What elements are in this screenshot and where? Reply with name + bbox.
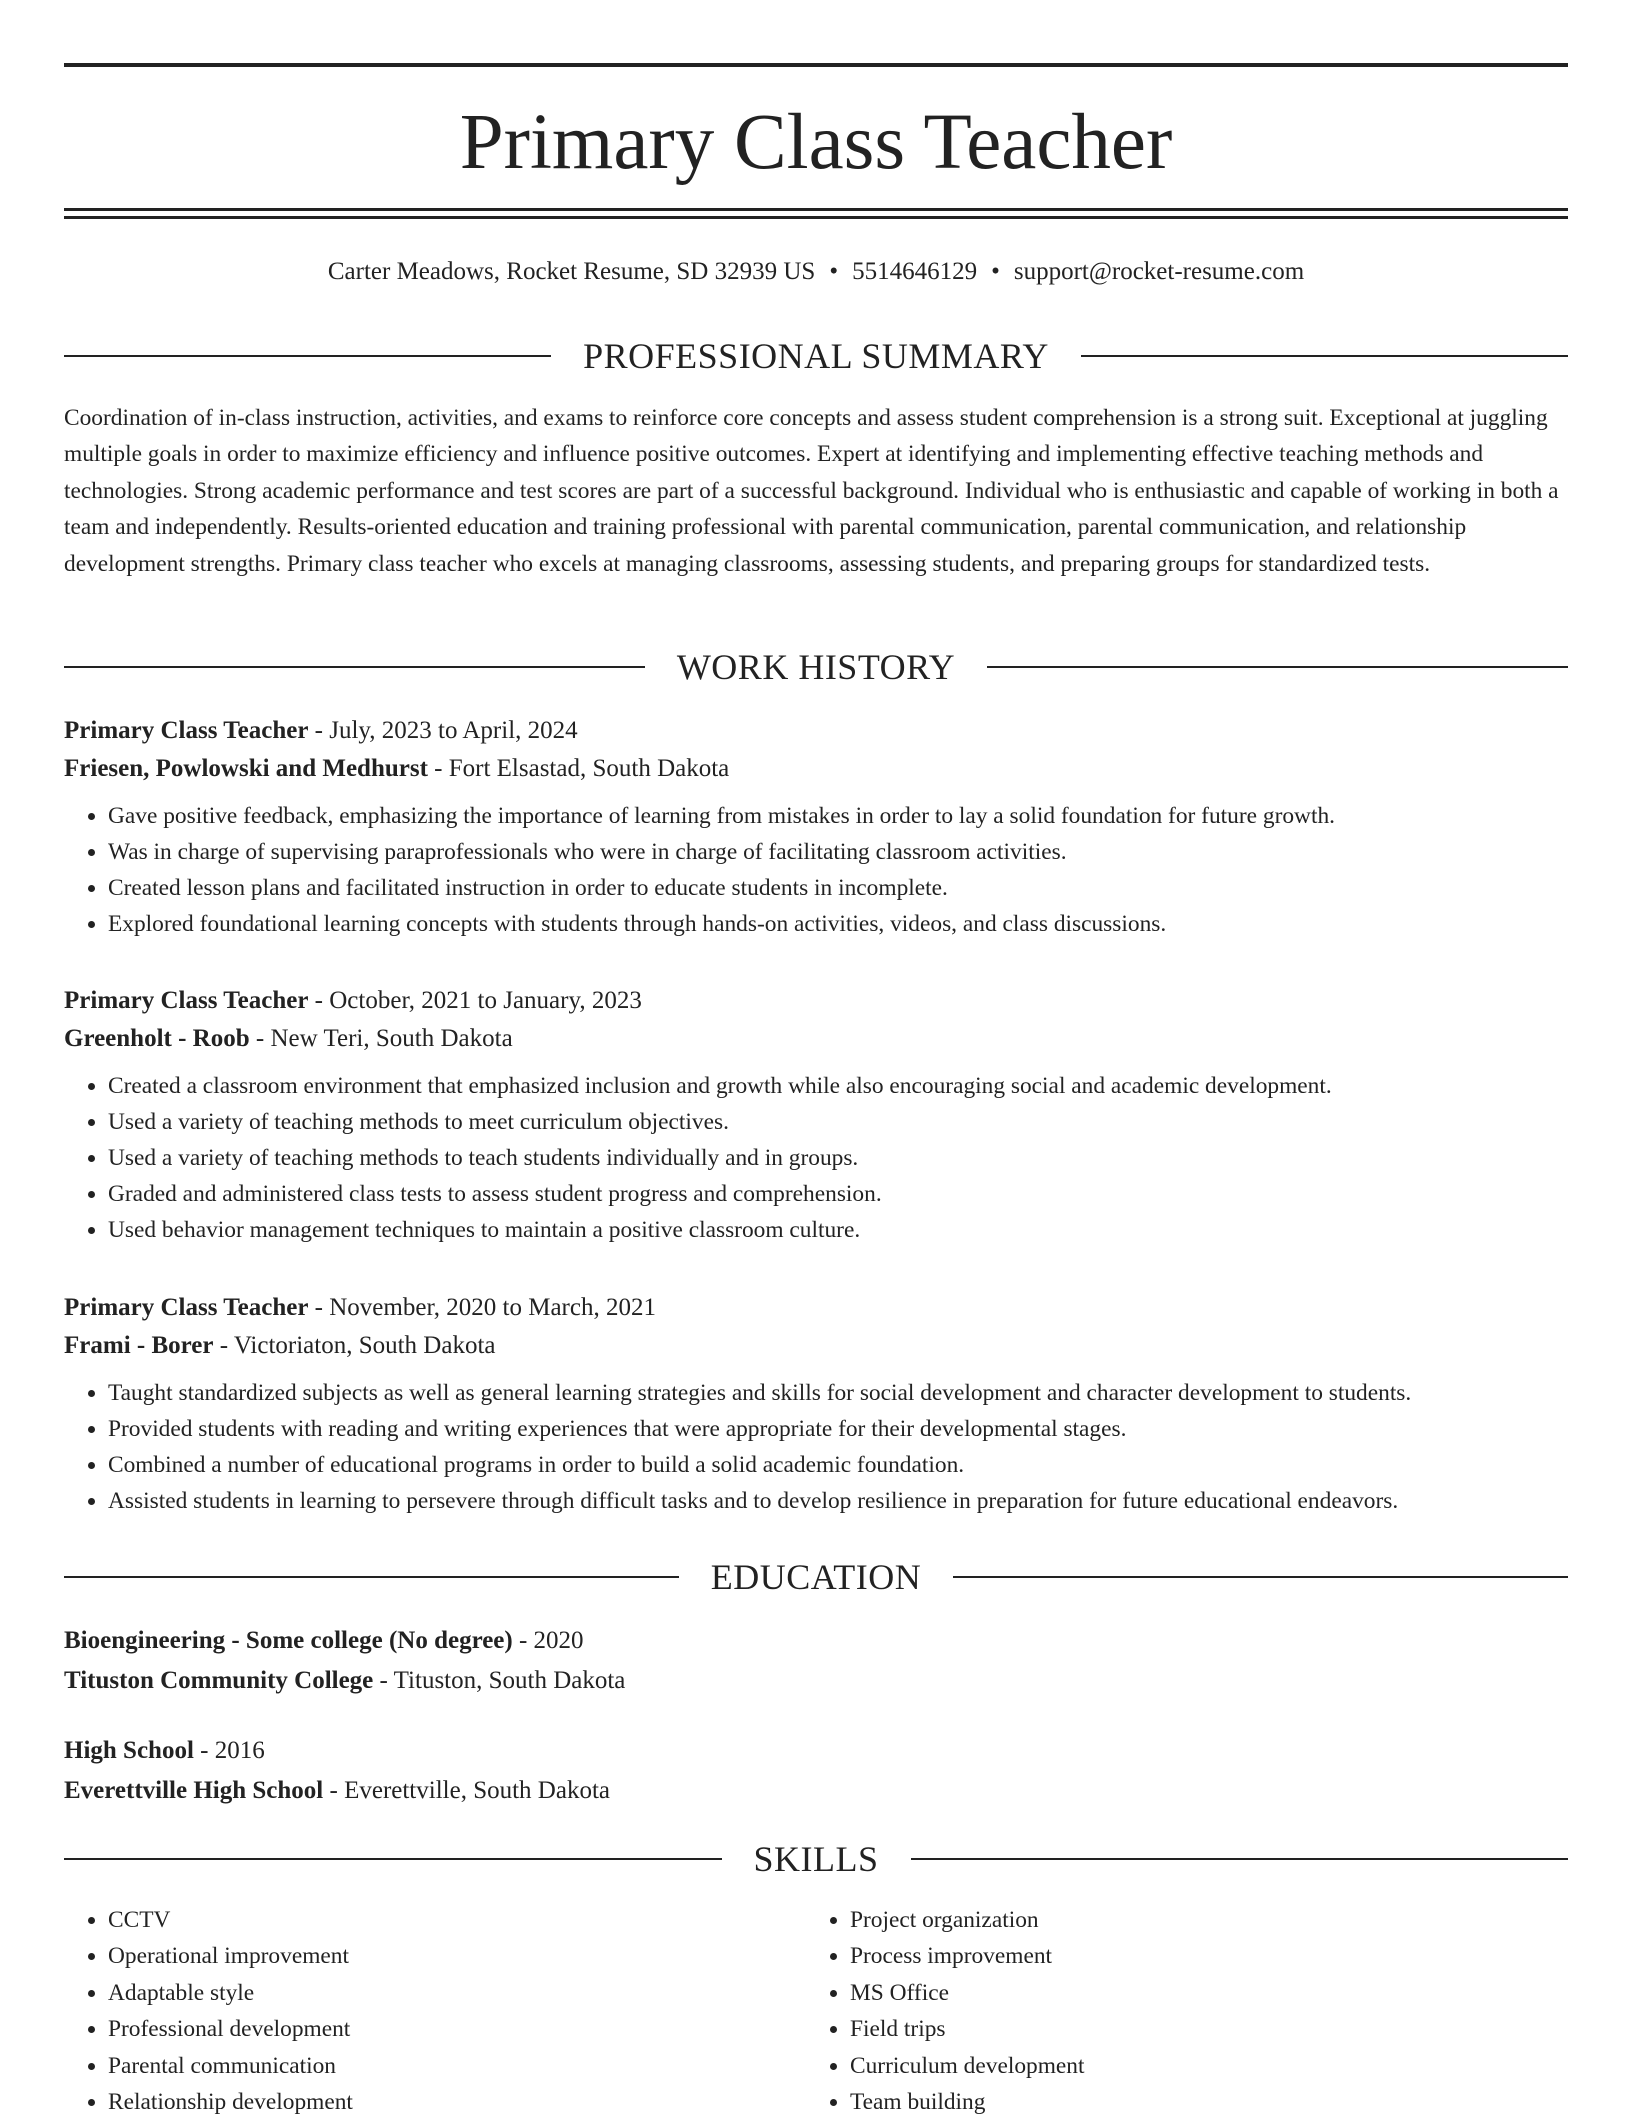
- skill-item: • CCTV: [108, 1902, 806, 1938]
- candidate-title: Primary Class Teacher: [459, 99, 1173, 186]
- school-line: [64, 1772, 1568, 1810]
- job-duties-list: [64, 1068, 1568, 1248]
- skill-item: • Curriculum development: [850, 2048, 1548, 2084]
- heading-rule-right: [911, 1858, 1569, 1860]
- list-item: • Created a classroom environment that emphasized inclusion and growth while also encouraging social and academic development.: [108, 1068, 1568, 1104]
- job-title-line: [64, 1289, 1568, 1327]
- section-title-education: EDUCATION: [710, 1557, 922, 1597]
- job-duties-list: [64, 1375, 1568, 1519]
- education-entry-1: [64, 1622, 1568, 1700]
- education-entry-2: [64, 1732, 1568, 1810]
- skill-item: • Process improvement: [850, 1938, 1548, 1974]
- header-double-rule-lower: [64, 216, 1568, 219]
- job-title-line: [64, 712, 1568, 750]
- employer-line: [64, 750, 1568, 788]
- heading-rule-left: [64, 666, 645, 668]
- employer-name: Friesen, Powlowski and Medhurst: [64, 755, 428, 782]
- section-heading-work: [64, 645, 1568, 689]
- heading-rule-right: [987, 666, 1568, 668]
- header-top-rule: [64, 63, 1568, 67]
- degree-year: - 2016: [193, 1737, 265, 1764]
- heading-rule-right: [1081, 355, 1568, 357]
- school-location: - Tituston, South Dakota: [373, 1667, 626, 1694]
- heading-rule-right: [953, 1576, 1568, 1578]
- work-entry-3: [64, 1289, 1568, 1519]
- job-title-line: [64, 982, 1568, 1020]
- school-name: Everettville High School: [64, 1777, 324, 1804]
- job-duties-list: [64, 798, 1568, 942]
- employer-line: [64, 1327, 1568, 1365]
- degree: Bioengineering - Some college (No degree): [64, 1627, 513, 1654]
- school-line: [64, 1662, 1568, 1700]
- skill-item: • Field trips: [850, 2011, 1548, 2047]
- section-heading-skills: [64, 1837, 1568, 1881]
- degree-year: - 2020: [512, 1627, 584, 1654]
- skill-item: • Parental communication: [108, 2048, 806, 2084]
- list-item: • Combined a number of educational programs in order to build a solid academic foundation.: [108, 1447, 1568, 1483]
- employer-location: - Victoriaton, South Dakota: [213, 1332, 496, 1359]
- section-title-work: WORK HISTORY: [676, 647, 956, 687]
- employer-location: - Fort Elsastad, South Dakota: [427, 755, 730, 782]
- job-dates: - July, 2023 to April, 2024: [308, 717, 578, 744]
- degree-line: [64, 1622, 1568, 1660]
- job-title: Primary Class Teacher: [64, 987, 309, 1014]
- list-item: • Used a variety of teaching methods to teach students individually and in groups.: [108, 1140, 1568, 1176]
- skill-item: • MS Office: [850, 1975, 1548, 2011]
- work-entry-1: [64, 712, 1568, 942]
- contact-address: Carter Meadows, Rocket Resume, SD 32939 US: [327, 258, 816, 285]
- heading-rule-left: [64, 355, 551, 357]
- list-item: • Graded and administered class tests to assess student progress and comprehension.: [108, 1176, 1568, 1212]
- heading-rule-left: [64, 1576, 679, 1578]
- job-dates: - October, 2021 to January, 2023: [308, 987, 642, 1014]
- skill-item: • Relationship development: [108, 2084, 806, 2120]
- skill-item: • Project organization: [850, 1902, 1548, 1938]
- list-item: • Gave positive feedback, emphasizing the importance of learning from mistakes in order to lay a solid foundation for future growth.: [108, 798, 1568, 834]
- list-item: • Used behavior management techniques to maintain a positive classroom culture.: [108, 1212, 1568, 1248]
- contact-separator: •: [991, 258, 1000, 285]
- skills-list: [64, 1902, 1568, 2120]
- school-name: Tituston Community College: [64, 1667, 374, 1694]
- contact-separator: •: [829, 258, 839, 285]
- section-title-skills: SKILLS: [753, 1839, 879, 1879]
- skills-column-left: [64, 1902, 806, 2120]
- section-title-summary: PROFESSIONAL SUMMARY: [583, 336, 1049, 376]
- list-item: • Explored foundational learning concepts with students through hands-on activities, videos, and class discussions.: [108, 906, 1568, 942]
- job-dates: - November, 2020 to March, 2021: [308, 1294, 656, 1321]
- list-item: • Taught standardized subjects as well as general learning strategies and skills for social development and character development to students.: [108, 1375, 1568, 1411]
- contact-phone: 5514646129: [852, 258, 978, 285]
- employer-name: Frami - Borer: [64, 1332, 214, 1359]
- skill-item: • Professional development: [108, 2011, 806, 2047]
- skill-item: • Operational improvement: [108, 1938, 806, 1974]
- list-item: • Provided students with reading and writing experiences that were appropriate for their developmental stages.: [108, 1411, 1568, 1447]
- heading-rule-left: [64, 1858, 722, 1860]
- employer-location: - New Teri, South Dakota: [249, 1025, 513, 1052]
- header-double-rule-upper: [64, 208, 1568, 211]
- list-item: • Assisted students in learning to persevere through difficult tasks and to develop resilience in preparation for future educational endeavors.: [108, 1483, 1568, 1519]
- skill-item: • Adaptable style: [108, 1975, 806, 2011]
- work-entry-2: [64, 982, 1568, 1248]
- section-heading-education: [64, 1555, 1568, 1599]
- school-location: - Everettville, South Dakota: [323, 1777, 610, 1804]
- degree: High School: [64, 1737, 194, 1764]
- job-title: Primary Class Teacher: [64, 1294, 309, 1321]
- skills-column-right: [806, 1902, 1548, 2120]
- employer-line: [64, 1020, 1568, 1058]
- professional-summary-text: Coordination of in-class instruction, activities, and exams to reinforce core concepts and assess student comprehension is a strong suit. Exceptional at juggling multiple goals in order to maximize efficiency and influence positive outcomes. Expert at identifying and implementing effective teaching methods and technologies. Strong academic performance and test scores are part of a successful background. Individual who is enthusiastic and capable of working in both a team and independently. Results-oriented education and training professional with parental communication, parental communication, and relationship development strengths. Primary class teacher who excels at managing classrooms, assessing students, and preparing groups for standardized tests.: [64, 405, 1559, 577]
- contact-email: support@rocket-resume.com: [1013, 258, 1305, 285]
- list-item: • Created lesson plans and facilitated instruction in order to educate students in incomplete.: [108, 870, 1568, 906]
- list-item: • Used a variety of teaching methods to meet curriculum objectives.: [108, 1104, 1568, 1140]
- contact-line: [64, 254, 1568, 290]
- list-item: • Was in charge of supervising paraprofessionals who were in charge of facilitating classroom activities.: [108, 834, 1568, 870]
- job-title: Primary Class Teacher: [64, 717, 309, 744]
- degree-line: [64, 1732, 1568, 1770]
- section-heading-summary: [64, 334, 1568, 378]
- employer-name: Greenholt - Roob: [64, 1025, 250, 1052]
- skill-item: • Team building: [850, 2084, 1548, 2120]
